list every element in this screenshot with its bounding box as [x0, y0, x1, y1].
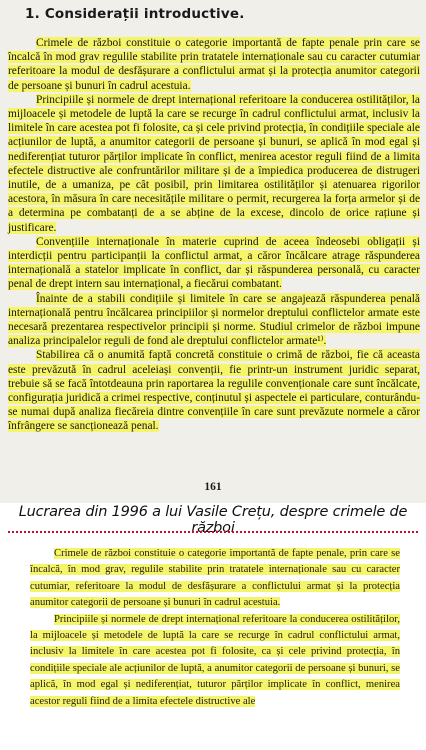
scanned-body-text — [8, 36, 420, 434]
quoted-text-clipping — [0, 538, 426, 750]
highlighted-text: Crimele de război constituie o categorie importantă de fapte penale prin care se încalcă în mod grav regulile stabilite prin tratatele internaționale sau cu caracter cutumiar referitoare la modul de desfășurare a conflictului armat și la protecția anumitor categorii de persoane și bunuri în cadrul acestuia. — [8, 37, 420, 92]
highlighted-text: Convențiile internaționale în materie cuprind de aceea îndeosebi obligații și interdicții pentru participanții la conflictul armat, a căror încălcare atrage răspunderea internațională a statelor implicate în conflict, dar și răspunderea personală, cu caracter penal de drept intern sau internațional, a fiecărui combatant. — [8, 235, 420, 291]
scan-paragraph — [8, 292, 420, 349]
highlighted-text: Principiile și normele de drept internațional referitoare la conducerea ostilităților, la mijloacele și metodele de luptă la care se recurge în cadrul conflictului armat, inclusiv la limitele în care acestea pot fi folosite, ca și cele privind protecția, în condițiile speciale ale acțiunilor de luptă, a anumitor categorii de persoane și bunuri, se aplică, în mod egal și nediferențiat, tuturor părților implicate în conflict, menirea acestor reguli fiind de a limita efectele distructive ale — [30, 613, 400, 707]
scan-paragraph — [8, 93, 420, 235]
scan-paragraph — [8, 348, 420, 433]
page-number: 161 — [204, 481, 222, 493]
highlighted-text: Stabilirea că o anumită faptă concretă constituie o crimă de război, fie că aceasta este prevăzută în cadrul aceleiași convenții, fie printr-un instrument juridic separat, trebuie să se facă întotdeauna prin raportarea la regulile convenționale care sunt încălcate, configurația juridică a crimei respective, conținutul și aspectele ei particulare, conturându-se numai după analiza fiecăreia dintre convențiile în care sunt prevăzute normele a căror înfrângere se sancționează penal. — [8, 349, 420, 433]
dotted-divider — [8, 531, 418, 533]
clipping-body-text — [30, 546, 400, 710]
highlighted-text: Crimele de război constituie o categorie importantă de fapte penale, prin care se încalcă, în mod grav, regulile stabilite prin tratatele internaționale sau cu caracter cutumiar, referitoare la modul de desfășurare a conflictului armat și la protecția anumitor categorii de persoane și bunuri în cadrul acestuia. — [30, 548, 400, 609]
scan-paragraph — [8, 36, 420, 93]
image-caption: Lucrarea din 1996 a lui Vasile Crețu, despre crimele de război — [18, 504, 408, 536]
highlighted-text: Înainte de a stabili condițiile și limitele în care se angajează răspunderea penală internațională pentru încălcarea principiilor și normelor dreptului conflictelor armate este necesară prezentarea respectivelor principii și norme. Studiul crimelor de război impune analiza principalelor reguli de fond ale dreptului conflictelor armate¹⁾. — [8, 292, 420, 348]
highlighted-text: Principiile și normele de drept internațional referitoare la conducerea ostilităților, la mijloacele și metodele de luptă la care se recurge în cadrul conflictului armat, inclusiv la limitele în care acestea pot fi folosite, ca și cele privind protecția, în condițiile speciale ale acțiunilor de luptă, a anumitor categorii de persoane și bunuri, se aplică în mod egal și nediferențiat tuturor părților implicate în conflict, menirea acestor reguli fiind de a limita efectele distructive ale confruntărilor militare și de a împiedica producerea de distrugeri inutile, de a umaniza, pe cât posibil, prin limitarea ostilităților și atenuarea rigorilor acestora, în măsura în care necesitățile militare o permit, recurgerea la forța armelor și de a determina pe combatanți de a se abține de la excese, dincolo de orice rațiune și justificare. — [8, 93, 420, 234]
section-heading: 1. Considerații introductive. — [25, 6, 245, 22]
clip-paragraph — [30, 612, 400, 710]
clip-paragraph — [30, 546, 400, 612]
scan-paragraph — [8, 235, 420, 292]
